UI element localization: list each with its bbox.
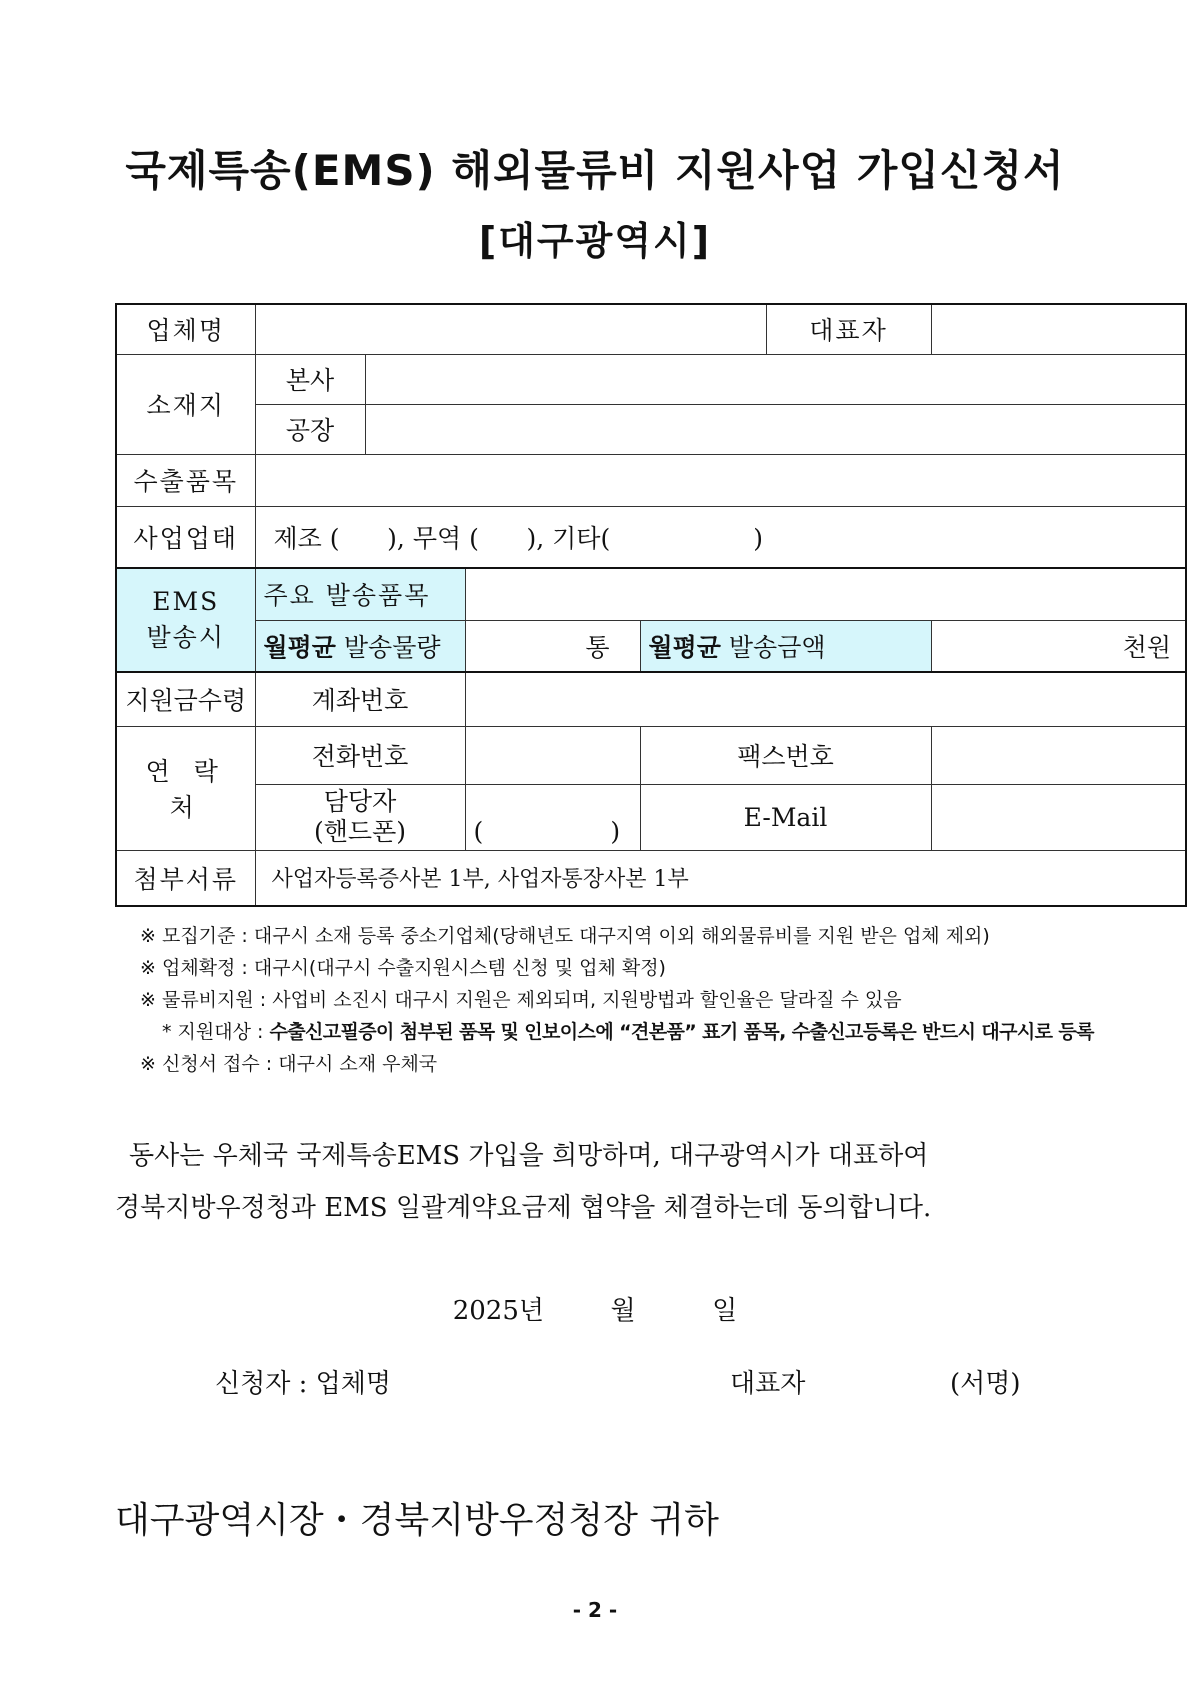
monthly-amt-label: [640, 620, 931, 672]
phone-field[interactable]: [465, 726, 640, 784]
note-recruitment: ※ 모집기준 : 대구시 소재 등록 중소기업체(당해년도 대구지역 이외 해외물류비를 지원 받은 업체 제외): [140, 925, 990, 947]
page-subtitle: [대구광역시]: [478, 219, 712, 263]
monthly-amt-field[interactable]: [931, 620, 1186, 672]
fax-label: 팩스번호: [640, 726, 931, 784]
ceo-field[interactable]: [931, 304, 1186, 354]
amt-unit: 천원: [1122, 632, 1171, 662]
attachments-value: 사업자등록증사본 1부, 사업자통장사본 1부: [255, 850, 1186, 906]
fax-field[interactable]: [931, 726, 1186, 784]
manager-label: [255, 784, 465, 850]
ems-label-line1: EMS: [152, 587, 220, 616]
application-form-table: [115, 303, 1187, 907]
date-month: 월: [610, 1296, 636, 1326]
notes-section: [140, 920, 1094, 1080]
note-support-target-bold: 수출신고필증이 첨부된 품목 및 인보이스에 “견본품” 표기 품목, 수출신고등록은 반드시 대구시로 등록: [269, 1021, 1094, 1043]
manager-label-line1: 담당자: [323, 787, 397, 816]
main-items-label: 주요 발송품목: [255, 568, 465, 620]
monthly-qty-field[interactable]: [465, 620, 640, 672]
manager-label-line2: (핸드폰): [314, 817, 406, 846]
export-items-label: 수출품목: [116, 454, 255, 506]
addressee: 대구광역시장・경북지방우정청장 귀하: [115, 1500, 719, 1541]
applicant-label: 신청자 : 업체명: [215, 1369, 391, 1399]
monthly-qty-bold: 월평균: [263, 632, 336, 662]
factory-label: 공장: [255, 404, 365, 454]
page-number: - 2 -: [572, 1598, 618, 1622]
subsidy-label: 지원금수령: [116, 672, 255, 726]
note-confirmation: ※ 업체확정 : 대구시(대구시 수출지원시스템 신청 및 업체 확정): [140, 957, 666, 979]
location-label: 소재지: [116, 354, 255, 454]
email-field[interactable]: [931, 784, 1186, 850]
factory-address-field[interactable]: [365, 404, 1186, 454]
signature-ceo-label: 대표자: [730, 1369, 806, 1399]
business-type-label: 사업업태: [116, 506, 255, 568]
monthly-qty-text: 발송물량: [343, 632, 441, 662]
date-year: 2025년: [452, 1296, 544, 1326]
note-logistics-support: ※ 물류비지원 : 사업비 소진시 대구시 지원은 제외되며, 지원방법과 할인율은 달라질 수 있음: [140, 989, 902, 1011]
note-support-target-prefix: * 지원대상 :: [162, 1021, 270, 1043]
agreement-line-1: 동사는 우체국 국제특송EMS 가입을 희망하며, 대구광역시가 대표하여: [129, 1141, 929, 1171]
business-type-field[interactable]: 제조 ( ), 무역 ( ), 기타( ): [255, 506, 1186, 568]
account-label: 계좌번호: [255, 672, 465, 726]
note-support-target: [140, 1016, 1094, 1048]
date-line: [0, 1290, 1190, 1327]
company-name-label: 업체명: [116, 304, 255, 354]
note-submission: ※ 신청서 접수 : 대구시 소재 우체국: [140, 1053, 438, 1075]
ems-label: [116, 568, 255, 672]
phone-label: 전화번호: [255, 726, 465, 784]
ceo-label: 대표자: [766, 304, 931, 354]
page-title: 국제특송(EMS) 해외물류비 지원사업 가입신청서: [125, 146, 1065, 195]
attachments-label: 첨부서류: [116, 850, 255, 906]
account-field[interactable]: [465, 672, 1186, 726]
hq-label: 본사: [255, 354, 365, 404]
contact-label: 연 락 처: [116, 726, 255, 850]
date-day: 일: [712, 1296, 738, 1326]
monthly-amt-bold: 월평균: [648, 632, 721, 662]
agreement-line-2: 경북지방우정청과 EMS 일괄계약요금제 협약을 체결하는데 동의합니다.: [115, 1193, 932, 1223]
signature-mark[interactable]: (서명): [950, 1369, 1021, 1399]
hq-address-field[interactable]: [365, 354, 1186, 404]
manager-phone-field[interactable]: ( ): [465, 784, 640, 850]
qty-unit: 통: [585, 632, 610, 662]
export-items-field[interactable]: [255, 454, 1186, 506]
ems-label-line2: 발송시: [146, 623, 225, 652]
main-items-field[interactable]: [465, 568, 1186, 620]
company-name-field[interactable]: [255, 304, 766, 354]
monthly-amt-text: 발송금액: [728, 632, 826, 662]
monthly-qty-label: [255, 620, 465, 672]
email-label: E-Mail: [640, 784, 931, 850]
